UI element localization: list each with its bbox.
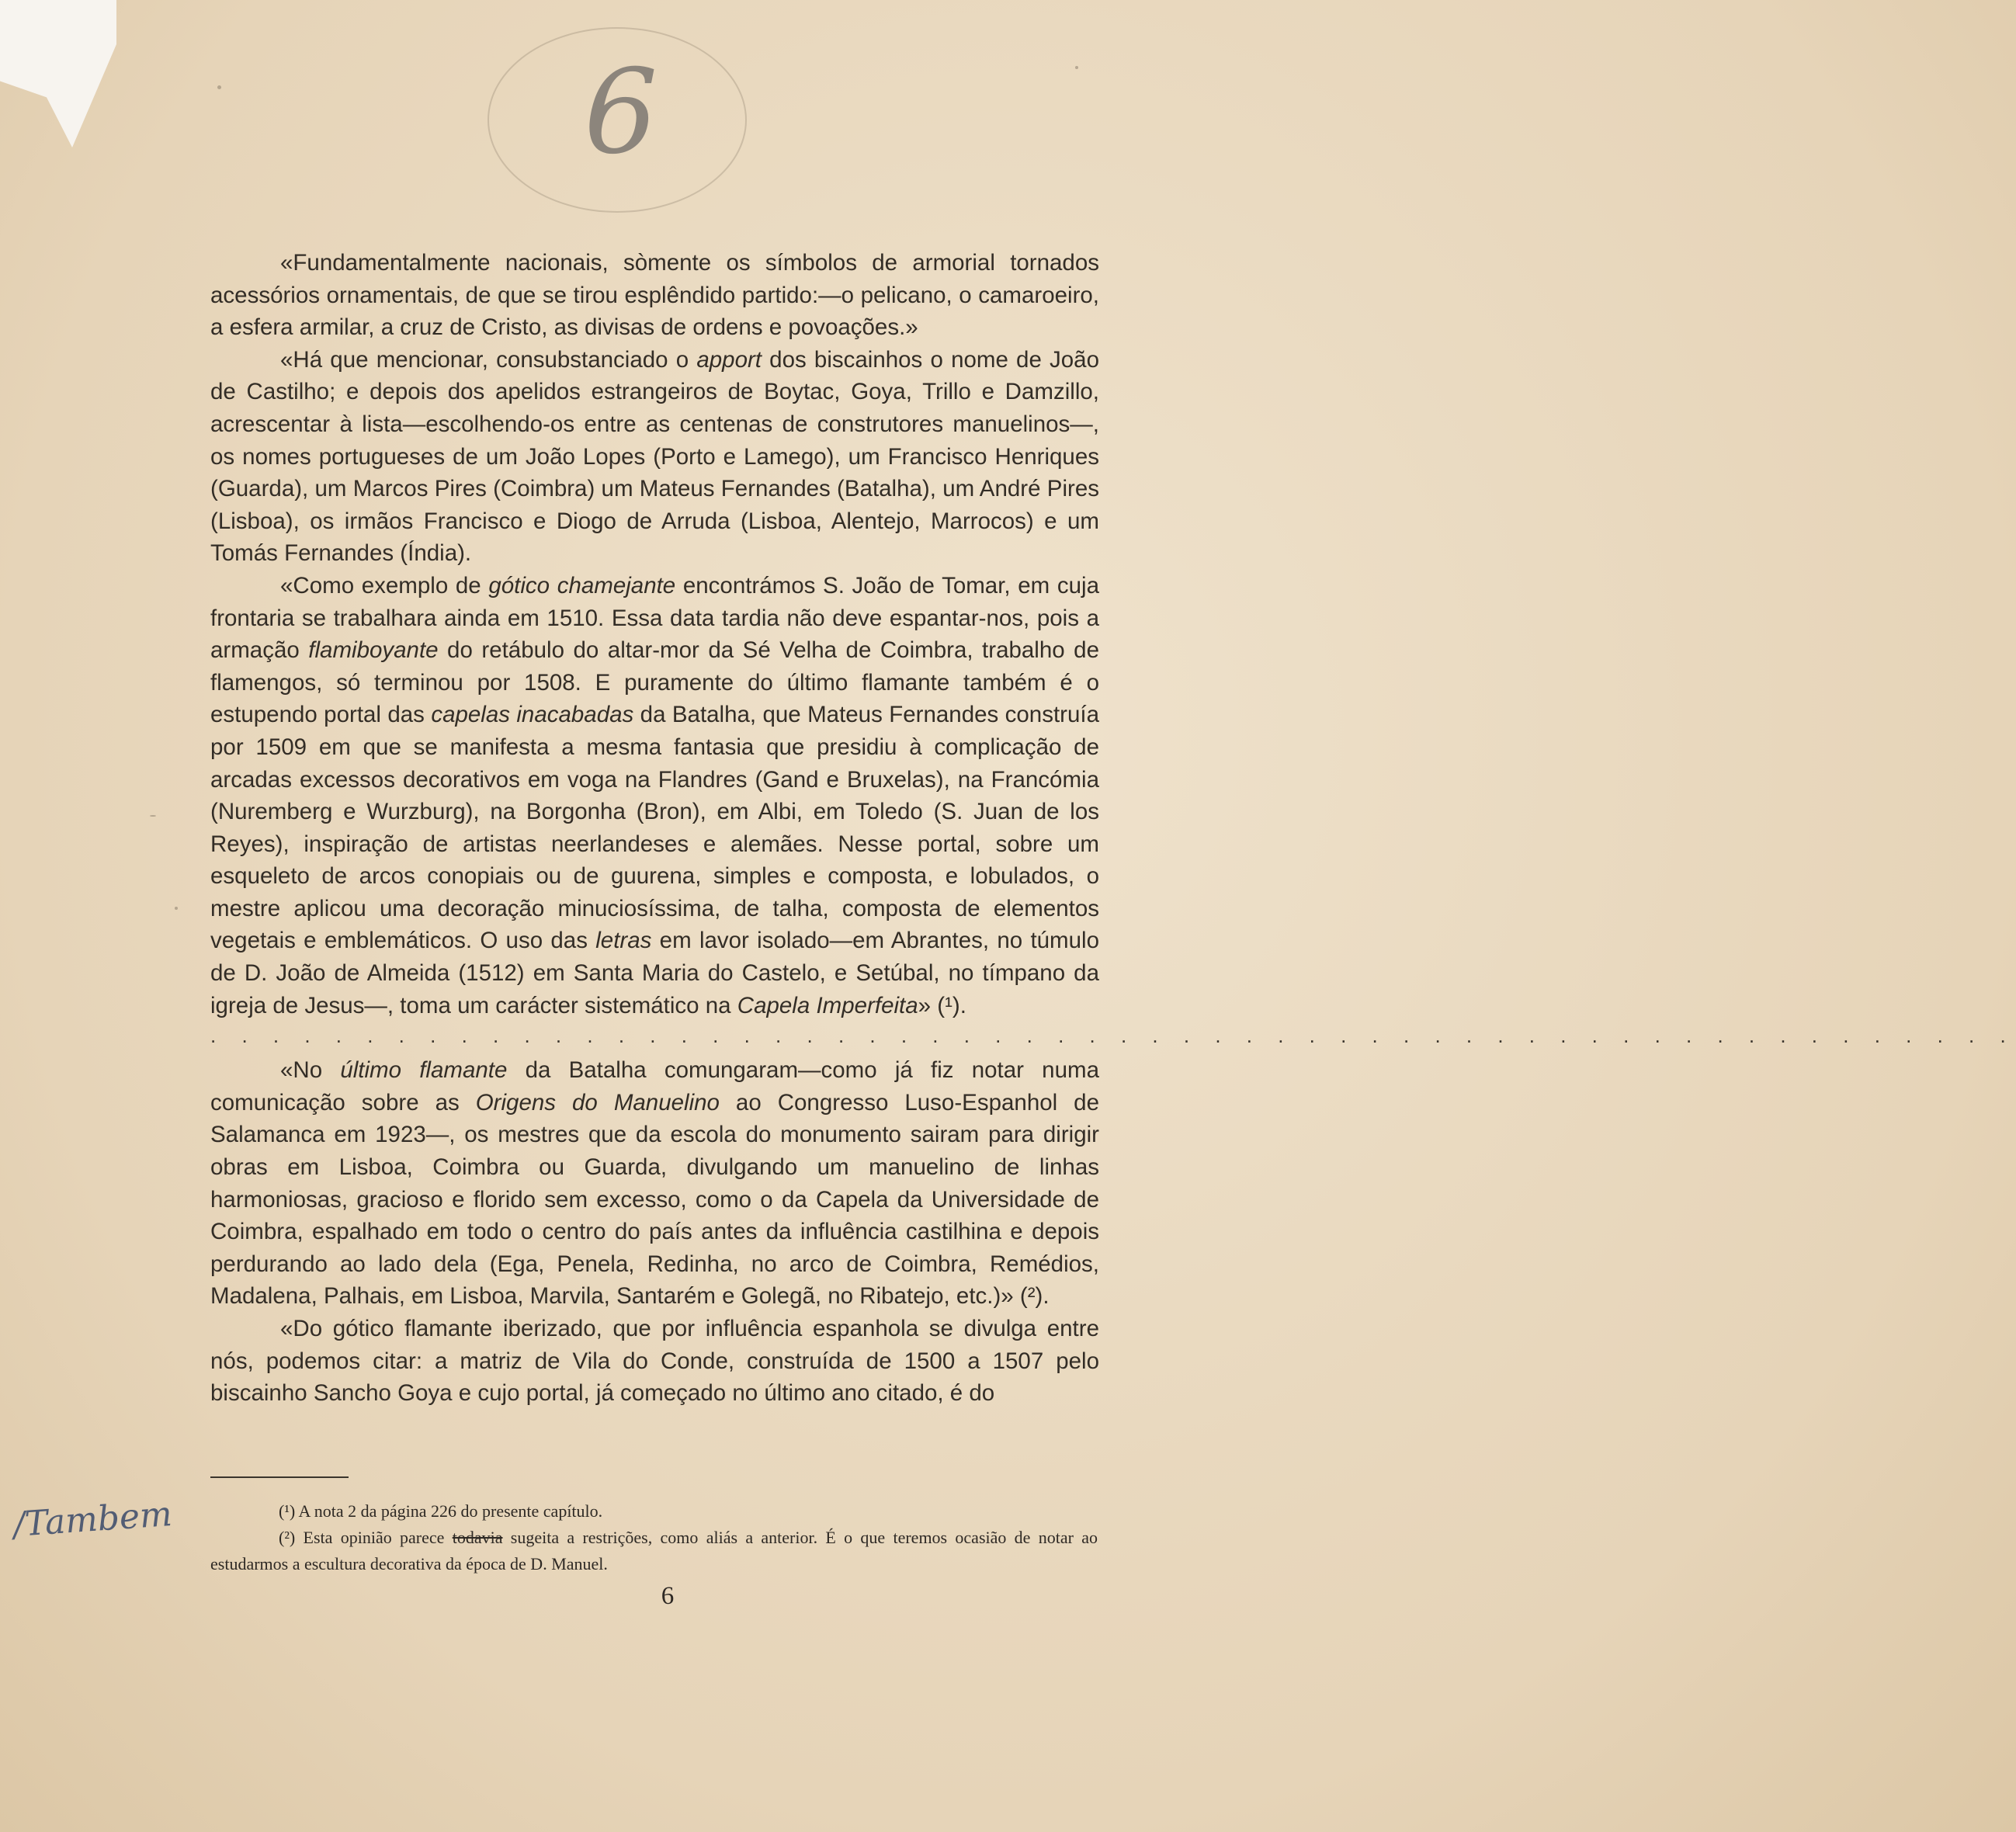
paper-speck bbox=[1075, 66, 1078, 69]
paper-speck bbox=[175, 907, 178, 910]
footnote-rule bbox=[210, 1476, 349, 1478]
paragraph: «Do gótico flamante iberizado, que por influência espanhola se divulga entre nós, podemos citar: a matriz de Vila do Conde, construída de 1500 a 1507 pelo biscainho Sancho Goya e cujo portal, já começado no último ano citado, é do bbox=[210, 1316, 1099, 1407]
footnote: (²) Esta opinião parece todavia sugeita a restrições, como aliás a anterior. É o que teremos ocasião de notar ao estudarmos a escultura decorativa da época de D. Manuel. bbox=[210, 1528, 1098, 1574]
paragraph: «Há que mencionar, consubstanciado o apport dos biscainhos o nome de João de Castilho; e depois dos apelidos estrangeiros de Boytac, Goya, Trillo e Damzillo, acrescentar à lista—escolhendo-os entre as centenas de construtores manuelinos—, os nomes portugueses de um João Lopes (Porto e Lamego), um Francisco Henriques (Guarda), um Marcos Pires (Coimbra) um Mateus Fernandes (Batalha), um André Pires (Lisboa), os irmãos Francisco e Diogo de Arruda (Lisboa, Alentejo, Marrocos) e um Tomás Fernandes (Índia). bbox=[210, 346, 1099, 567]
handwritten-margin-note: /Tambem bbox=[12, 1494, 174, 1546]
footnote: (¹) A nota 2 da página 226 do presente capítulo. bbox=[279, 1501, 603, 1521]
paper-speck bbox=[217, 85, 221, 89]
footnotes bbox=[210, 1498, 1098, 1577]
body-text bbox=[210, 247, 2016, 1410]
torn-corner bbox=[0, 0, 116, 147]
ellipsis-separator: . . . . . . . . . . . . . . . . . . . . . . . . . . . . . . . . . . . . . . . . . . . . . . . . . . . . . . . . . . bbox=[210, 1024, 2016, 1048]
paper-speck bbox=[150, 815, 156, 817]
paragraph: «Como exemplo de gótico chamejante encontrámos S. João de Tomar, em cuja frontaria se trabalhara ainda em 1510. Essa data tardia não deve espantar-nos, pois a armação flamiboyante do retábulo do altar-mor da Sé Velha de Coimbra, trabalho de flamengos, só terminou por 1508. E puramente do último flamante também é o estupendo portal das capelas inacabadas da Batalha, que Mateus Fernandes construía por 1509 em que se manifesta a mesma fantasia que presidiu à complicação de arcadas excessos decorativos em voga na Flandres (Gand e Bruxelas), na Francómia (Nuremberg e Wurzburg), na Borgonha (Bron), em Albi, em Toledo (S. Juan de los Reyes), inspiração de artistas neerlandeses e alemães. Nesse portal, sobre um esqueleto de arcos conopiais ou de guurena, simples e composta, e lobulados, o mestre aplicou uma decoração minuciosíssima, de talha, composta de elementos vegetais e emblemáticos. O uso das letras em lavor isolado—em Abrantes, no túmulo de D. João de Almeida (1512) em Santa Maria do Castelo, e Setúbal, no tímpano da igreja de Jesus—, toma um carácter sistemático na Capela Imperfeita» (¹). bbox=[210, 572, 1099, 1018]
handwritten-page-mark: 6 bbox=[584, 45, 658, 180]
paragraph: «No último flamante da Batalha comungaram—como já fiz notar numa comunicação sobre as Origens do Manuelino ao Congresso Luso-Espanhol de Salamanca em 1923—, os mestres que da escola do monumento sairam para dirigir obras em Lisboa, Coimbra ou Guarda, divulgando um manuelino de linhas harmoniosas, gracioso e florido sem excesso, como o da Capela da Universidade de Coimbra, espalhado em todo o centro do país antes da influência castilhina e depois perdurando ao lado dela (Ega, Penela, Redinha, no arco de Coimbra, Remédios, Madalena, Palhais, em Lisboa, Marvila, Santarém e Golegã, no Ribatejo, etc.)» (²). bbox=[210, 1057, 1099, 1310]
paragraph: «Fundamentalmente nacionais, sòmente os símbolos de armorial tornados acessórios ornamentais, de que se tirou esplêndido partido:—o pelicano, o camaroeiro, a esfera armilar, a cruz de Cristo, as divisas de ordens e povoações.» bbox=[210, 250, 1099, 341]
page-number: 6 bbox=[661, 1582, 675, 1610]
